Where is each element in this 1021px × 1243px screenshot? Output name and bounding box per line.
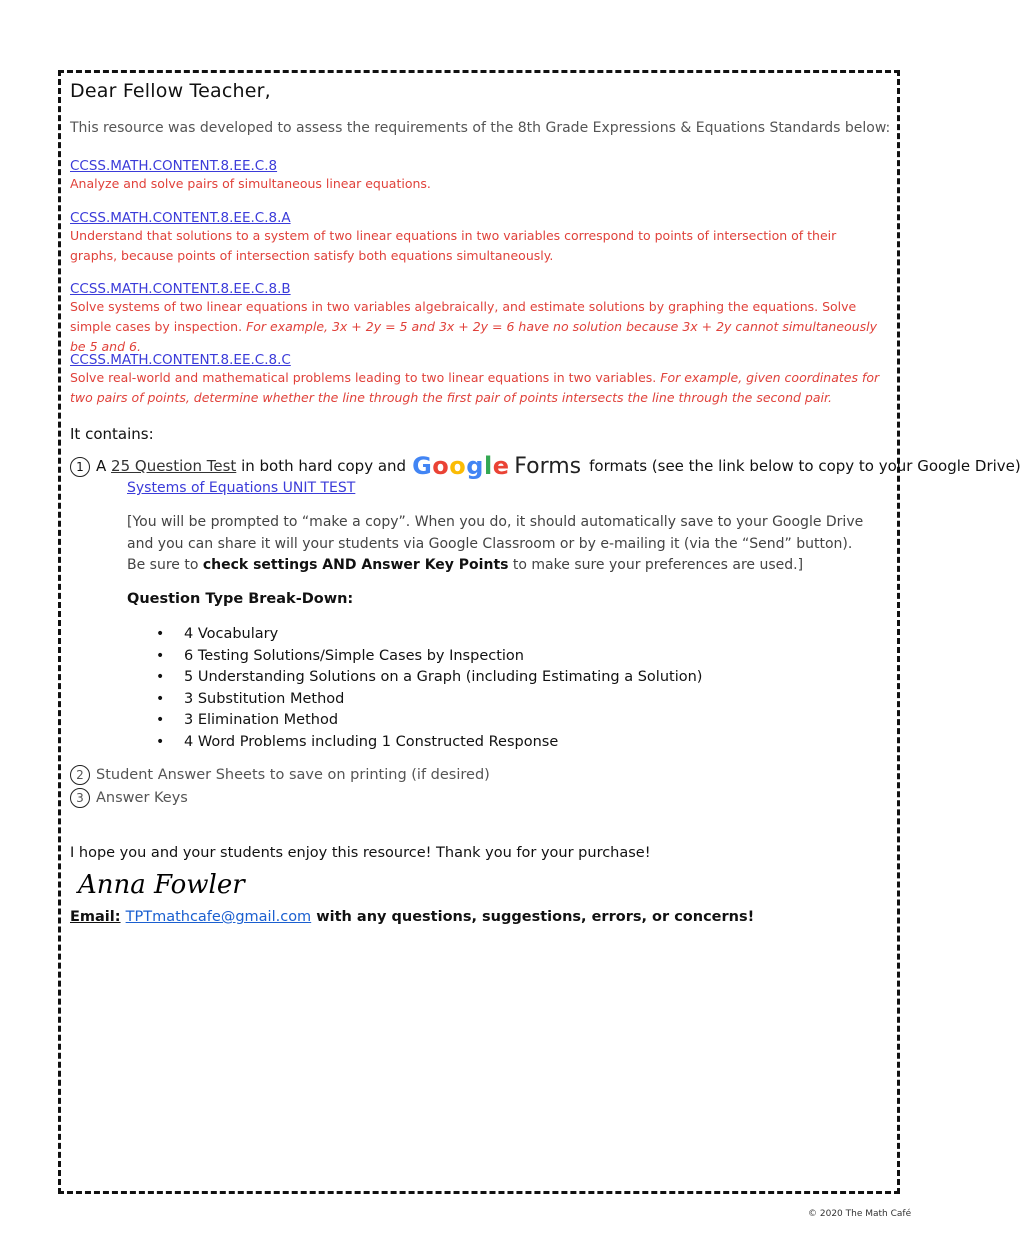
forms-label: Forms [514, 454, 582, 479]
standard-link[interactable]: CCSS.MATH.CONTENT.8.EE.C.8.A [70, 210, 291, 226]
item-prefix: A [96, 457, 112, 475]
email-line [70, 909, 754, 925]
question-test-link[interactable]: 25 Question Test [111, 457, 237, 475]
standard-description: Understand that solutions to a system of two linear equations in two variables correspond to points of intersection of their graphs, because points of intersection satisfy both equations simultaneously. [70, 228, 837, 263]
greeting: Dear Fellow Teacher, [70, 80, 271, 102]
question-type-title: Question Type Break-Down: [127, 591, 354, 607]
standard-example: For example, 3x + 2y = 5 and 3x + 2y = 6 have no solution because 3x + 2y cannot simultaneously be 5 and 6. [70, 319, 878, 354]
list-item: • 3 Substitution Method [156, 690, 345, 707]
number-badge: 1 [70, 457, 90, 477]
list-item: • 4 Word Problems including 1 Constructed Response [156, 733, 559, 750]
standard-description: Solve systems of two linear equations in two variables algebraically, and estimate solutions by graphing the equations. Solve simple cases by inspection. For example, 3x + 2y = 5 and 3x + 2y = 6 have no solution because 3x + 2y cannot simultaneously be 5 and 6. [70, 299, 878, 354]
standard-link[interactable]: CCSS.MATH.CONTENT.8.EE.C.8.C [70, 352, 291, 368]
email-label: Email: [70, 909, 121, 925]
contents-item-1 [70, 452, 1021, 480]
list-item: • 3 Elimination Method [156, 712, 339, 728]
number-badge: 2 [70, 765, 90, 785]
standard-block [70, 352, 882, 408]
closing-message: I hope you and your students enjoy this resource! Thank you for your purchase! [70, 845, 651, 861]
standard-block [70, 158, 882, 194]
standard-description: Analyze and solve pairs of simultaneous linear equations. [70, 176, 431, 191]
standard-link[interactable]: CCSS.MATH.CONTENT.8.EE.C.8.B [70, 281, 291, 297]
copy-instructions: [You will be prompted to “make a copy”. When you do, it should automatically save to your Google Drive and you can share it will your students via Google Classroom or by e-mailing it (via the “Send” button). Be sure to check settings AND Answer Key Points to make sure your preferences are used.] [127, 514, 864, 573]
contents-item-3: 3 Answer Keys [70, 788, 188, 808]
unit-test-link[interactable]: Systems of Equations UNIT TEST [127, 480, 356, 496]
contains-label: It contains: [70, 425, 154, 443]
number-badge: 3 [70, 788, 90, 808]
intro-text: This resource was developed to assess the requirements of the 8th Grade Expressions & Equations Standards below: [70, 120, 891, 136]
standard-block [70, 210, 882, 266]
list-item: • 4 Vocabulary [156, 626, 279, 642]
standard-description: Solve real-world and mathematical problems leading to two linear equations in two variables. For example, given coordinates for two pairs of points, determine whether the line through the first pair of points intersects the line through the second pair. [70, 370, 880, 405]
question-type-list [156, 624, 702, 753]
contents-item-2: 2 Student Answer Sheets to save on printing (if desired) [70, 765, 490, 785]
standard-block [70, 281, 882, 357]
item-mid-text: in both hard copy and [236, 457, 407, 475]
standard-example: For example, given coordinates for two pairs of points, determine whether the line through the first pair of points intersects the line through the second pair. [70, 370, 880, 405]
list-item: • 6 Testing Solutions/Simple Cases by Inspection [156, 647, 524, 664]
signature: Anna Fowler [78, 870, 245, 900]
copyright: © 2020 The Math Café [808, 1209, 912, 1219]
item-suffix: formats (see the link below to copy to your Google Drive) [589, 457, 1021, 475]
list-item: • 5 Understanding Solutions on a Graph (including Estimating a Solution) [156, 669, 703, 685]
email-rest: with any questions, suggestions, errors, or concerns! [311, 909, 755, 925]
google-logo: Google [412, 452, 510, 480]
standard-link[interactable]: CCSS.MATH.CONTENT.8.EE.C.8 [70, 158, 278, 174]
email-link[interactable]: TPTmathcafe@gmail.com [125, 909, 312, 925]
